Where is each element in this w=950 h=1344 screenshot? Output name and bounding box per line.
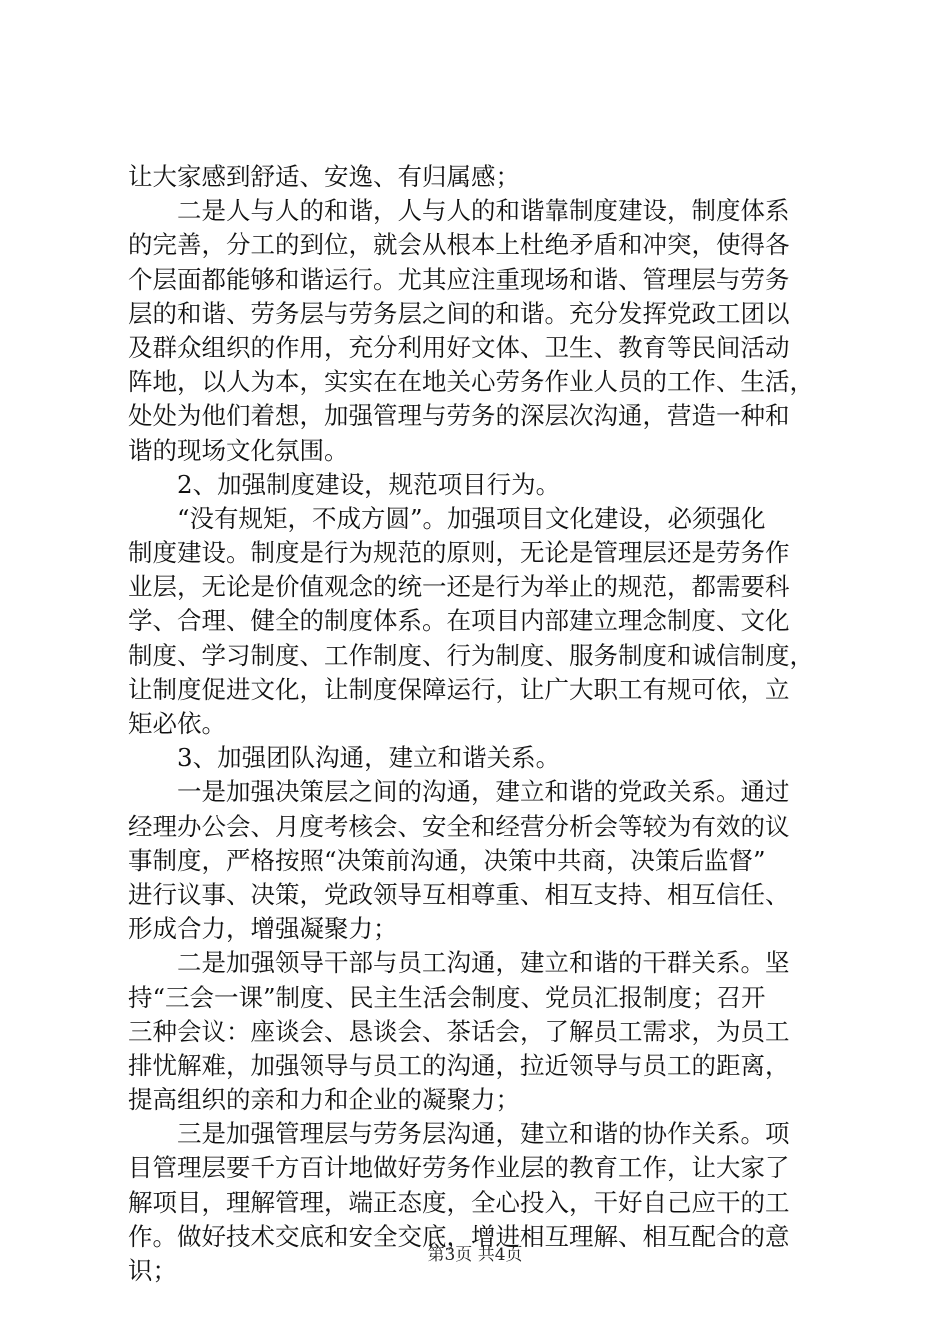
text-line: 制度、学习制度、工作制度、行为制度、服务制度和诚信制度，	[128, 640, 814, 670]
text-line: 三是加强管理层与劳务层沟通，建立和谐的协作关系。项	[128, 1119, 790, 1149]
text-line: 进行议事、决策，党政领导互相尊重、相互支持、相互信任、	[128, 879, 790, 909]
text-line: 三种会议：座谈会、恳谈会、茶话会，了解员工需求，为员工	[128, 1016, 790, 1046]
text-line: 制度建设。制度是行为规范的原则，无论是管理层还是劳务作	[128, 538, 790, 568]
text-line: 层的和谐、劳务层与劳务层之间的和谐。充分发挥党政工团以	[128, 298, 790, 328]
text-line: 处处为他们着想，加强管理与劳务的深层次沟通，营造一种和	[128, 401, 790, 431]
text-line: 作。做好技术交底和安全交底，增进相互理解、相互配合的意	[128, 1221, 790, 1251]
text-line: “没有规矩，不成方圆”。加强项目文化建设，必须强化	[128, 503, 766, 533]
text-line: 矩必依。	[128, 709, 226, 738]
text-line: 谐的现场文化氛围。	[128, 435, 349, 465]
text-line: 及群众组织的作用，充分利用好文体、卫生、教育等民间活动	[128, 332, 790, 362]
text-line: 持“三会一课”制度、民主生活会制度、党员汇报制度；召开	[128, 982, 766, 1012]
text-line: 目管理层要千方百计地做好劳务作业层的教育工作，让大家了	[128, 1153, 790, 1183]
text-line: 经理办公会、月度考核会、安全和经营分析会等较为有效的议	[128, 811, 790, 841]
section-heading: 2、加强制度建设，规范项目行为。	[128, 469, 561, 499]
text-line: 学、合理、健全的制度体系。在项目内部建立理念制度、文化	[128, 606, 790, 636]
text-line: 事制度，严格按照“决策前沟通，决策中共商，决策后监督”	[128, 845, 766, 875]
text-line: 排忧解难，加强领导与员工的沟通，拉近领导与员工的距离，	[128, 1050, 790, 1080]
text-line: 业层，无论是价值观念的统一还是行为举止的规范，都需要科	[128, 572, 790, 602]
text-line: 一是加强决策层之间的沟通，建立和谐的党政关系。通过	[128, 777, 790, 807]
page-number-footer: 第3页 共4页	[427, 1245, 523, 1265]
text-line: 解项目，理解管理，端正态度，全心投入，干好自己应干的工	[128, 1187, 790, 1217]
text-line: 二是人与人的和谐，人与人的和谐靠制度建设，制度体系	[128, 196, 790, 226]
text-line: 让制度促进文化，让制度保障运行，让广大职工有规可依，立	[128, 674, 790, 704]
text-line: 形成合力，增强凝聚力；	[128, 914, 398, 944]
text-line: 提高组织的亲和力和企业的凝聚力；	[128, 1085, 520, 1115]
section-heading: 3、加强团队沟通，建立和谐关系。	[128, 743, 561, 773]
body-text	[128, 160, 828, 1288]
text-line: 阵地，以人为本，实实在在地关心劳务作业人员的工作、生活，	[128, 367, 814, 397]
text-line: 识；	[128, 1256, 177, 1285]
text-line: 让大家感到舒适、安逸、有归属感；	[128, 162, 520, 191]
text-line: 二是加强领导干部与员工沟通，建立和谐的干群关系。坚	[128, 948, 790, 978]
text-line: 的完善，分工的到位，就会从根本上杜绝矛盾和冲突，使得各	[128, 230, 790, 260]
text-line: 个层面都能够和谐运行。尤其应注重现场和谐、管理层与劳务	[128, 264, 790, 294]
